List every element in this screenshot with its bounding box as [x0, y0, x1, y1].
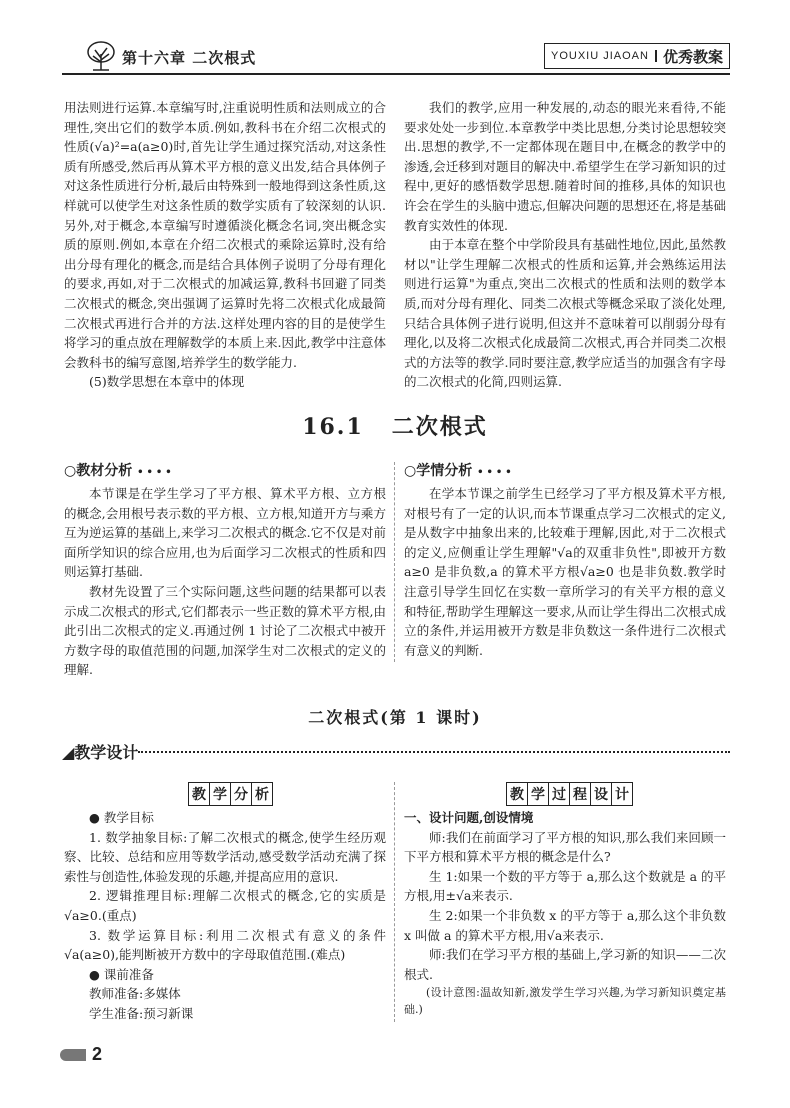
- process-box-title: 教 学 过 程 设 计: [506, 782, 632, 806]
- design-bar: [62, 740, 730, 764]
- student-prep: 学生准备:预习新课: [89, 1005, 194, 1021]
- tree-logo: [85, 40, 117, 76]
- top-right-column: [404, 98, 726, 392]
- top-left-paragraph: 用法则进行运算.本章编写时,注重说明性质和法则成立的合理性,突出它们的数学本质.例如,教科书在介绍二次根式的性质(√a)²=a(a≥0)时,首先让学生通过探究活动,对这条性质有所感受,然后再从算术平方根的意义出发,结合具体例子对这条性质进行分析,最后由特殊到一般地得到这条性质,这样就可以使学生对这条性质的数学实质有了较深刻的认识.另外,对于概念,本章编写时遵循淡化概念名词,突出概念实质的原则.例如,本章在介绍二次根式的乘除运算时,没有给出分母有理化的概念,而是结合具体例子说明了分母有理化的要求,再如,对于二次根式的加减运算,教科书回避了同类二次根式的概念,突出强调了运算时先将二次根式化成最简二次根式再进行合并的方法.这样处理内容的目的是使学生将学习的重点放在理解数学的本质上来.因此,教学中注意体会教科书的编写意图,培养学生的数学能力.: [64, 100, 386, 370]
- brand-english: YOUXIU JIAOAN: [545, 50, 657, 62]
- teacher-question-1: 师:我们在前面学习了平方根的知识,那么我们来回顾一下平方根和算术平方根的概念是什么?: [404, 829, 726, 865]
- analysis-column: [64, 808, 386, 1024]
- process-step-1: 一、设计问题,创设情境: [404, 810, 534, 825]
- student-analysis: [404, 460, 726, 660]
- material-analysis: [64, 460, 386, 680]
- tree-logo-icon: [85, 40, 117, 72]
- analysis-box-title: 教 学 分 析: [188, 782, 272, 806]
- brand-chinese: 优秀教案: [662, 48, 723, 66]
- goal-3: 3. 数学运算目标:利用二次根式有意义的条件√a(a≥0),能判断被开方数中的字母取值范围.(难点): [64, 927, 386, 963]
- student-answer-1: 生 1:如果一个数的平方等于 a,那么这个数就是 a 的平方根,用±√a来表示.: [404, 868, 726, 904]
- design-dotted-rule: [138, 751, 730, 753]
- top-right-paragraph-2: 由于本章在整个中学阶段具有基础性地位,因此,虽然教材以"让学生理解二次根式的性质和运算,并会熟练运用法则进行运算"为重点,突出二次根式的性质和法则的数学本质,而对分母有理化、同类二次根式等概念采取了淡化处理,只结合具体例子进行说明,但这并不意味着可以削弱分母有理化,以及将二次根式化成最简二次根式,再合并同类二次根式的方法等的教学.同时要注意,教学应适当的加强含有字母的二次根式的化简,四则运算.: [404, 237, 726, 390]
- teacher-prep: 教师准备:多媒体: [89, 986, 181, 1002]
- brand-box: [544, 43, 730, 69]
- goals-label: ● 教学目标: [89, 810, 154, 825]
- lesson-title: 二次根式(第 1 课时): [308, 708, 482, 727]
- chapter-title: 第十六章 二次根式: [122, 49, 257, 67]
- page-marker-bar: [60, 1049, 86, 1061]
- students-heading: ○学情分析 ••••: [404, 463, 515, 479]
- section-name: 二次根式: [391, 414, 488, 440]
- teacher-statement-2: 师:我们在学习平方根的基础上,学习新的知识——二次根式.: [404, 947, 726, 982]
- page-number-text: 2: [92, 1044, 103, 1064]
- material-heading: ○教材分析 ••••: [64, 463, 175, 479]
- header-rule: [62, 73, 730, 75]
- goal-2: 2. 逻辑推理目标:理解二次根式的概念,它的实质是√a≥0.(重点): [64, 888, 386, 923]
- prep-label: ● 课前准备: [89, 966, 154, 982]
- column-divider-1: [394, 462, 395, 662]
- section-number: 16.1: [302, 414, 364, 440]
- student-answer-2: 生 2:如果一个非负数 x 的平方等于 a,那么这个非负数 x 叫做 a 的算术平方根,用√a来表示.: [404, 907, 726, 943]
- design-intent-note: (设计意图:温故知新,激发学生学习兴趣,为学习新知识奠定基础.): [404, 986, 726, 1017]
- material-paragraph-2: 教材先设置了三个实际问题,这些问题的结果都可以表示成二次根式的形式,它们都表示一些正数的算术平方根,由此引出二次根式的定义.再通过例 1 讨论了二次根式中被开方数字母的取值范围的问题,加深学生对二次根式的定义的理解.: [64, 583, 386, 678]
- math-thought-heading: (5)数学思想在本章中的体现: [89, 374, 245, 390]
- design-label: ◢教学设计: [62, 743, 139, 762]
- page-number: [60, 1044, 102, 1065]
- section-title: [0, 410, 790, 441]
- students-paragraph: 在学本节课之前学生已经学习了平方根及算术平方根,对根号有了一定的认识,而本节课重点学习二次根式的定义,是从数字中抽象出来的,比较难于理解,因此,对于二次根式的定义,应侧重让学生理解"√a的双重非负性",即被开方数 a≥0 是非负数,a 的算术平方根√a≥0 也是非负数.教学时注意引导学生回忆在实数一章所学习的有关平方根的意义和特征,帮助学生理解这一要求,从而让学生得出二次根式成立的条件,并运用被开方数是非负数这一条件进行二次根式有意义的判断.: [404, 486, 726, 658]
- top-left-column: [64, 98, 386, 392]
- material-paragraph-1: 本节课是在学生学习了平方根、算术平方根、立方根的概念,会用根号表示数的平方根、立方根,知道开方与乘方互为逆运算的基础上,来学习二次根式的概念.它不仅是对前面所学知识的综合应用,也为后面学习二次根式的性质和四则运算打基础.: [64, 486, 386, 580]
- process-column: [404, 808, 726, 1018]
- goal-1: 1. 数学抽象目标:了解二次根式的概念,使学生经历观察、比较、总结和应用等数学活动,感受数学活动充满了探索性与创造性,体验发现的乐趣,并提高应用的意识.: [64, 829, 386, 884]
- column-divider-2: [394, 782, 395, 1022]
- top-right-paragraph-1: 我们的教学,应用一种发展的,动态的眼光来看待,不能要求处处一步到位.本章教学中类比思想,分类讨论思想较突出.思想的教学,不一定都体现在题目中,在概念的教学中的渗透,会迁移到对题目的解决中.希望学生在学习新知识的过程中,更好的感悟数学思想.随着时间的推移,具体的知识也许会在学生的头脑中遗忘,但解决问题的思想还在,将是基础教育实效性的体现.: [404, 100, 726, 233]
